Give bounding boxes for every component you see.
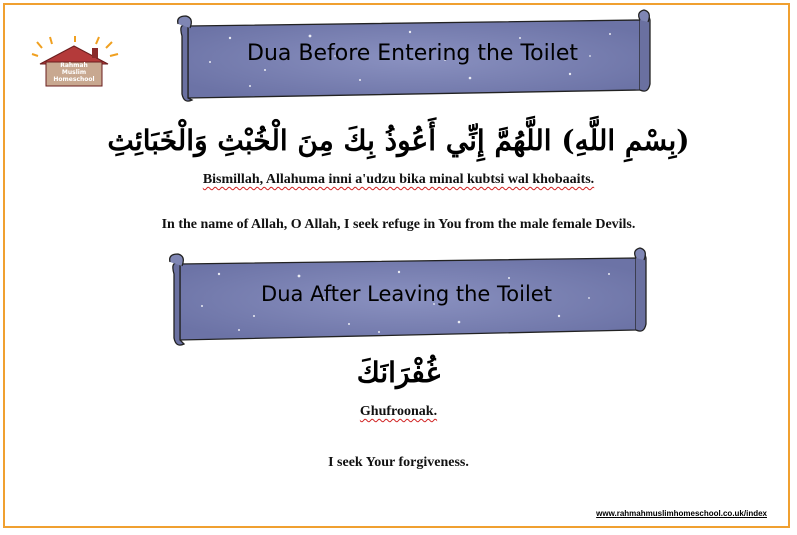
house-logo-icon [30,36,120,88]
arabic-dua-before: (بِسْمِ اللَّهِ) اللَّهُمَّ إِنِّي أَعُوذُ بِكَ مِنَ الْخُبْثِ وَالْخَبَائِثِ [107,124,690,157]
translation-before: In the name of Allah, O Allah, I seek refuge in You from the male female Devils. [161,217,636,232]
section-title-before: Dua Before Entering the Toilet [247,41,578,66]
transliteration-before: Bismillah, Allahuma inni a'udzu bika minal kubtsi wal khobaaits. [202,172,595,187]
transliteration-after-line [0,404,797,420]
arabic-dua-after: غُفْرَانَكَ [356,356,441,389]
transliteration-after: Ghufroonak. [359,404,438,419]
logo-line-2: Muslim [61,69,87,76]
website-link[interactable]: www.rahmahmuslimhomeschool.co.uk/index [596,509,767,518]
title-banner-before [170,8,655,104]
section-title-after: Dua After Leaving the Toilet [261,282,552,306]
title-banner-after [164,246,649,350]
logo-line-1: Rahmah [60,62,88,69]
logo-line-3: Homeschool [53,76,95,83]
translation-after: I seek Your forgiveness. [328,455,469,470]
transliteration-before-line [0,172,797,188]
